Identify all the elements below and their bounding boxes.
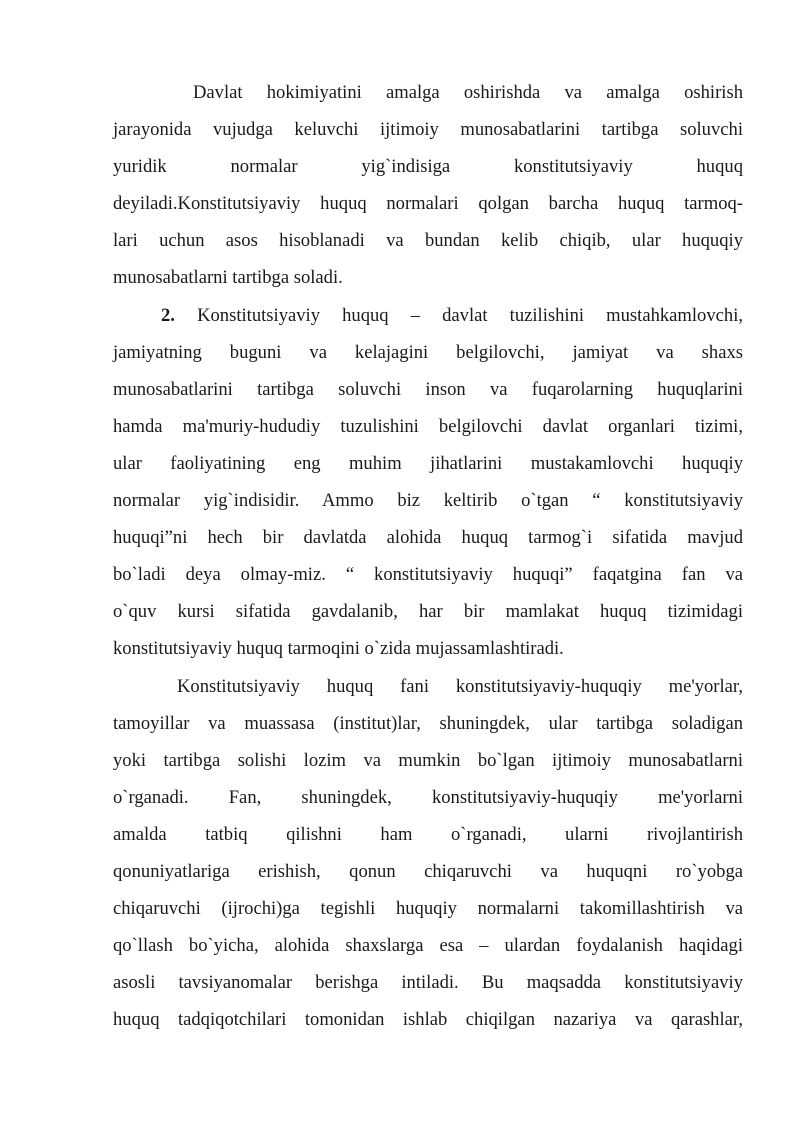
text-line: konstitutsiyaviy huquq tarmoqini o`zida mujassamlashtiradi. <box>113 638 564 660</box>
text-line: Davlat hokimiyatini amalga oshirishda va amalga oshirish <box>193 82 743 103</box>
text-line: bo`ladi deya olmay-miz. “ konstitutsiyaviy huquqi” faqatgina fan va <box>113 564 743 586</box>
text-line: lari uchun asos hisoblanadi va bundan kelib chiqib, ular huquqiy <box>113 230 743 252</box>
text-line: munosabatlarni tartibga soladi. <box>113 267 343 289</box>
paragraph-3 <box>113 668 743 1039</box>
text-line: chiqaruvchi (ijrochi)ga tegishli huquqiy normalarni takomillashtirish va <box>113 898 743 920</box>
document-page <box>113 74 743 1038</box>
text-line: Konstitutsiyaviy huquq fani konstitutsiyaviy-huquqiy me'yorlar, <box>177 675 743 697</box>
paragraph-number: 2. <box>161 304 175 326</box>
text-line: ular faoliyatining eng muhim jihatlarini mustakamlovchi huquqiy <box>113 452 743 474</box>
text-line: deyiladi.Konstitutsiyaviy huquq normalari qolgan barcha huquq tarmoq- <box>113 193 743 215</box>
text-line: o`quv kursi sifatida gavdalanib, har bir mamlakat huquq tizimidagi <box>113 601 743 623</box>
text-span: Konstitutsiyaviy huquq – davlat tuzilishini mustahkamlovchi, <box>197 304 744 326</box>
text-line: yoki tartibga solishi lozim va mumkin bo`lgan ijtimoiy munosabatlarni <box>113 749 743 771</box>
text-line: amalda tatbiq qilishni ham o`rganadi, ularni rivojlantirish <box>113 823 743 845</box>
text-line: huquq tadqiqotchilari tomonidan ishlab chiqilgan nazariya va qarashlar, <box>113 1009 743 1031</box>
text-line <box>113 297 743 334</box>
text-line: tamoyillar va muassasa (institut)lar, shuningdek, ular tartibga soladigan <box>113 712 743 734</box>
text-line: jarayonida vujudga keluvchi ijtimoiy munosabatlarini tartibga soluvchi <box>113 119 743 141</box>
paragraph-1 <box>113 74 743 297</box>
text-line: o`rganadi. Fan, shuningdek, konstitutsiyaviy-huquqiy me'yorlarni <box>113 786 743 808</box>
text-line: qo`llash bo`yicha, alohida shaxslarga esa – ulardan foydalanish haqidagi <box>113 935 743 957</box>
text-line: qonuniyatlariga erishish, qonun chiqaruvchi va huquqni ro`yobga <box>113 860 743 882</box>
text-line: normalar yig`indisidir. Ammo biz keltirib o`tgan “ konstitutsiyaviy <box>113 490 743 512</box>
paragraph-2 <box>113 297 743 668</box>
text-line: jamiyatning buguni va kelajagini belgilovchi, jamiyat va shaxs <box>113 341 743 363</box>
text-line: huquqi”ni hech bir davlatda alohida huquq tarmog`i sifatida mavjud <box>113 527 743 549</box>
text-line: munosabatlarini tartibga soluvchi inson va fuqarolarning huquqlarini <box>113 378 743 400</box>
text-line: hamda ma'muriy-hududiy tuzulishini belgilovchi davlat organlari tizimi, <box>113 415 743 437</box>
text-line: asosli tavsiyanomalar berishga intiladi. Bu maqsadda konstitutsiyaviy <box>113 972 743 994</box>
text-line: yuridik normalar yig`indisiga konstitutsiyaviy huquq <box>113 156 743 178</box>
